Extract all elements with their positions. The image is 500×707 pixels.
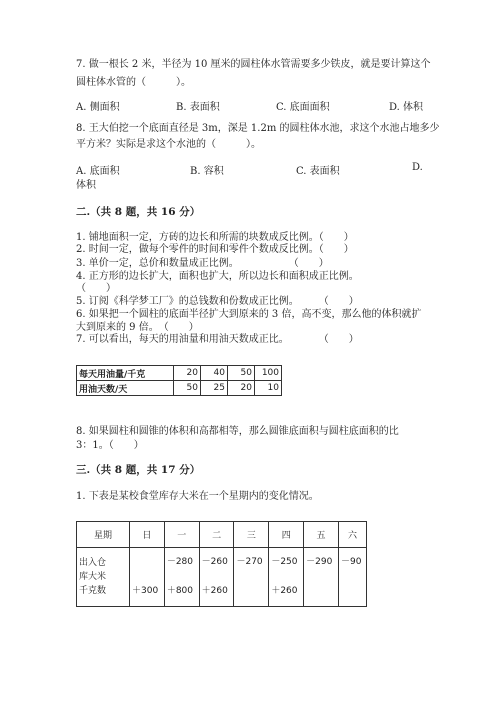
table-cell: 50 (228, 366, 255, 381)
table-header-row (77, 522, 367, 548)
row-label: 每天用油量/千克 (77, 366, 174, 381)
table-row (77, 381, 282, 396)
q7-option-d: D. 体积 (389, 102, 424, 113)
q7-option-b: B. 表面积 (176, 102, 220, 113)
day-header: 日 (130, 522, 165, 548)
q8-option-d-text: 体积 (76, 180, 96, 191)
s2-item-7: 7. 可以看出，每天的用油量和用油天数成正比。 （ ） (76, 334, 359, 345)
s2-item-8-line-2: 3：1。（ ） (76, 440, 144, 451)
q8-option-d: D. (412, 162, 423, 173)
row-label-line: 库大米 (79, 572, 107, 582)
table-cell: 40 (201, 366, 228, 381)
change-out (130, 548, 164, 577)
change-in (304, 577, 338, 606)
s2-item-1: 1. 铺地面积一定，方砖的边长和所需的块数成反比例。（ ） (76, 232, 354, 243)
table-row (77, 548, 367, 607)
table-cell: 25 (201, 381, 228, 396)
change-in: ＋260 (201, 586, 228, 596)
q7-option-a: A. 侧面积 (76, 102, 120, 113)
question-7-line-2: 圆柱体水管的（ ）。 (76, 77, 191, 88)
table-cell: 20 (174, 366, 201, 381)
row-label (77, 548, 130, 607)
s2-item-4-blank: （ ） (76, 283, 116, 294)
day-cell (234, 548, 269, 607)
day-cell (130, 548, 165, 607)
s2-item-3: 3. 单价一定，总价和数量成正比例。 （ ） (76, 258, 329, 269)
table-cell: 50 (174, 381, 201, 396)
change-in: ＋300 (132, 586, 159, 596)
change-out: －290 (306, 557, 333, 567)
s2-item-4: 4. 正方形的边长扩大，面积也扩大，所以边长和面积成正比例。 (76, 271, 359, 282)
s2-item-2: 2. 时间一定，做每个零件的时间和零件个数成反比例。（ ） (76, 244, 354, 255)
s3-question-1: 1. 下表是某校食堂库存大米在一个星期内的变化情况。 (76, 491, 319, 502)
rice-stock-table (76, 521, 367, 607)
day-header: 三 (234, 522, 269, 548)
change-in: ＋800 (166, 586, 194, 596)
change-out: －280 (166, 557, 194, 567)
change-out: －260 (201, 557, 228, 567)
row-label-line: 千克数 (79, 586, 107, 596)
section-2-title: 二.（共 8 题，共 16 分） (76, 206, 201, 218)
s2-item-8-line-1: 8. 如果圆柱和圆锥的体积和高都相等，那么圆锥底面积与圆柱底面积的比 (76, 426, 399, 437)
day-header: 五 (304, 522, 339, 548)
q8-option-b: B. 容积 (190, 166, 224, 177)
q7-option-c: C. 底面面积 (276, 102, 330, 113)
day-cell (338, 548, 366, 607)
s2-item-5: 5. 订阅《科学梦工厂》的总钱数和份数成正比例。 （ ） (76, 296, 359, 307)
question-7-line-1: 7. 做一根长 2 米，半径为 10 厘米的圆柱体水管需要多少铁皮，就是要计算这个 (76, 59, 431, 70)
row-label: 用油天数/天 (77, 381, 174, 396)
day-cell (199, 548, 234, 607)
day-header: 四 (269, 522, 304, 548)
table-cell: 20 (228, 381, 255, 396)
q8-option-a: A. 底面积 (76, 166, 120, 177)
row-label-line: 出入仓 (79, 558, 107, 568)
day-cell (269, 548, 304, 607)
day-header: 六 (338, 522, 366, 548)
table-row (77, 366, 282, 381)
header-label: 星期 (77, 522, 130, 548)
table-cell: 100 (255, 366, 282, 381)
change-in (234, 577, 268, 606)
oil-usage-table (76, 365, 282, 396)
question-8-line-1: 8. 王大伯挖一个底面直径是 3m，深是 1.2m 的圆柱体水池，求这个水池占地多少 (76, 123, 440, 134)
change-out: －250 (271, 557, 298, 567)
change-out: －90 (340, 557, 362, 567)
day-header: 一 (164, 522, 199, 548)
section-3-title: 三.（共 8 题，共 17 分） (76, 464, 201, 476)
change-out: －270 (236, 557, 263, 567)
change-in (339, 577, 366, 606)
day-header: 二 (199, 522, 234, 548)
day-cell (164, 548, 199, 607)
table-cell: 10 (255, 381, 282, 396)
s2-item-6-line-1: 6. 如果把一个圆柱的底面半径扩大到原来的 3 倍，高不变，那么他的体积就扩 (76, 309, 422, 320)
question-8-line-2: 平方米？实际是求这个水池的（ ）。 (76, 139, 261, 150)
q8-option-c: C. 表面积 (296, 166, 340, 177)
day-cell (304, 548, 339, 607)
s2-item-6-line-2: 大到原来的 9 倍。 （ ） (76, 322, 199, 333)
change-in: ＋260 (271, 586, 298, 596)
